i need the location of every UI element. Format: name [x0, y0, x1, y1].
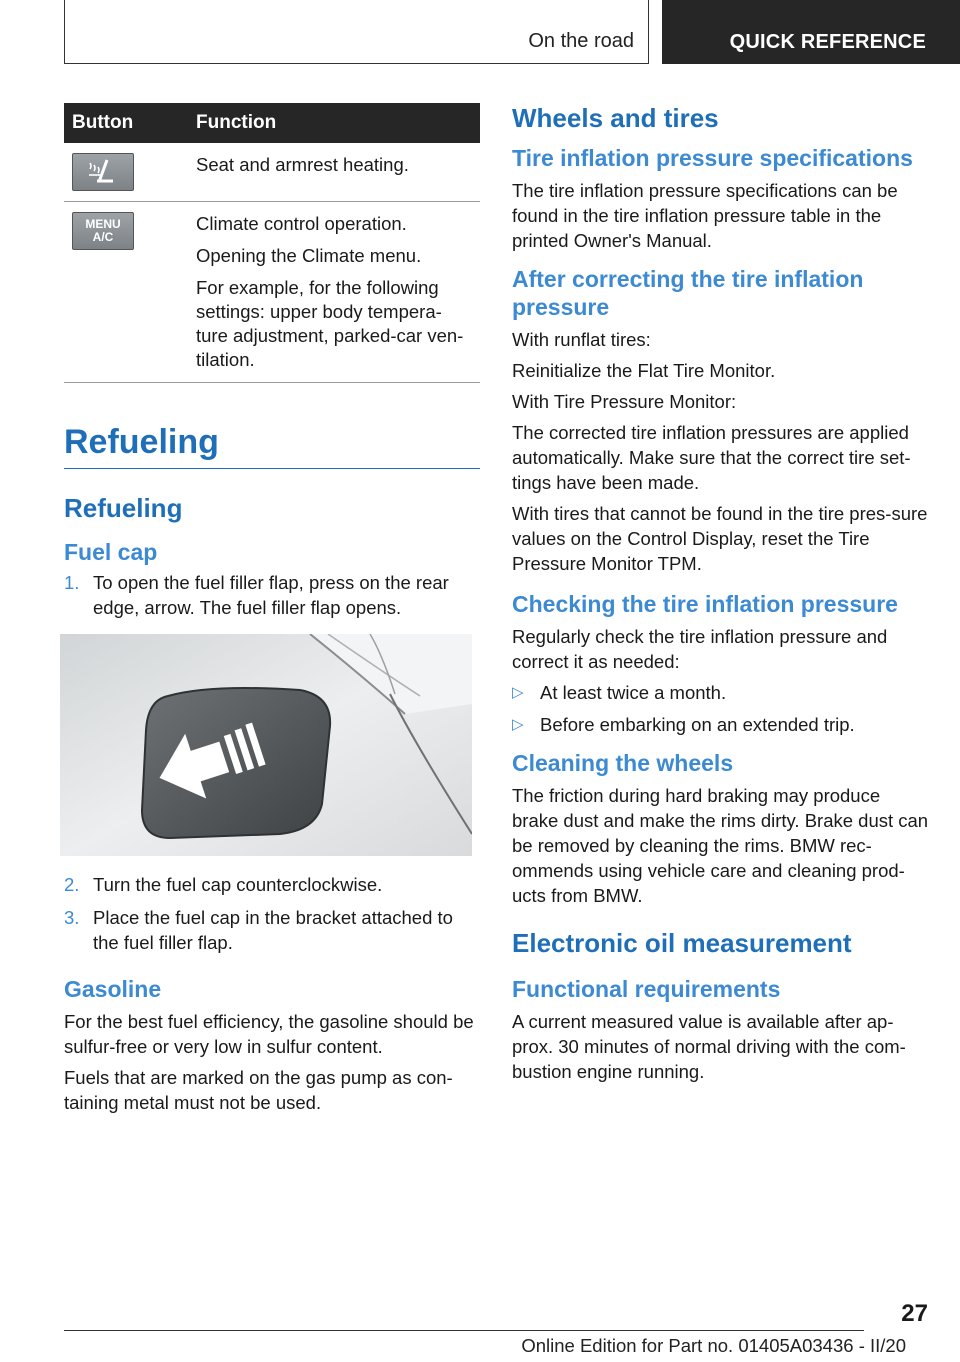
table-row [64, 143, 480, 202]
table-row [64, 202, 480, 383]
bullet-text: Before embarking on an extended trip. [540, 714, 855, 735]
subsection-title-fuel-cap: Fuel cap [64, 539, 158, 565]
list-item [512, 680, 930, 705]
table-header-row [64, 103, 480, 143]
chapter-title-refueling: Refueling [64, 423, 480, 469]
section-title-oil-measurement: Electronic oil measurement [512, 928, 852, 958]
step-text: Turn the fuel cap counterclockwise. [93, 874, 383, 895]
step-text: Place the fuel cap in the bracket attached to the fuel filler flap. [93, 907, 453, 953]
paragraph: The tire inflation pressure specifications can be found in the tire inflation pressure table in the printed Owner's Manual. [512, 180, 898, 251]
table-header-button: Button [64, 103, 188, 143]
subsection-title-functional: Functional requirements [512, 976, 781, 1002]
bullet-marker: ▷ [512, 684, 524, 701]
left-column [64, 103, 480, 1115]
checking-bullets [512, 680, 930, 737]
fuel-cap-steps [64, 570, 480, 620]
page-number: 27 [901, 1300, 928, 1327]
paragraph: Regularly check the tire inflation pressure and correct it as needed: [512, 626, 888, 672]
menu-ac-icon-label-top: MENU [85, 217, 121, 231]
table-cell-text: Opening the Climate menu. [196, 245, 422, 266]
subsection-title-after-correcting: After correcting the tire inflation pressure [512, 266, 864, 320]
section-title-wheels-tires: Wheels and tires [512, 103, 719, 133]
paragraph: The corrected tire inflation pressures are applied automatically. Make sure that the correct tire set-tings have been made. [512, 422, 911, 493]
bullet-text: At least twice a month. [540, 682, 727, 703]
paragraph: Fuels that are marked on the gas pump as con-taining metal must not be used. [64, 1067, 453, 1113]
table-cell-text: Seat and armrest heating. [196, 154, 409, 175]
list-item [64, 905, 480, 955]
paragraph: For the best fuel efficiency, the gasoline should be sulfur-free or very low in sulfur content. [64, 1011, 474, 1057]
right-column [512, 103, 930, 1084]
header-section-title: On the road [528, 30, 634, 52]
paragraph: Reinitialize the Flat Tire Monitor. [512, 360, 776, 381]
seat-heating-icon [72, 153, 134, 191]
header-chapter-title: QUICK REFERENCE [729, 31, 926, 53]
list-item [64, 570, 480, 620]
paragraph: With tires that cannot be found in the tire pres-sure values on the Control Display, reset the Tire Pressure Monitor TPM. [512, 503, 928, 574]
fuel-cap-steps-continued [64, 872, 480, 955]
paragraph: A current measured value is available after ap-prox. 30 minutes of normal driving with the com-bustion engine running. [512, 1011, 906, 1082]
menu-ac-icon-label-bottom: A/C [92, 230, 114, 244]
step-number: 1. [64, 572, 80, 593]
subsection-title-cleaning: Cleaning the wheels [512, 750, 734, 776]
header-section-box [64, 0, 649, 64]
fuel-filler-flap-image [60, 634, 472, 856]
header-chapter-box [662, 0, 960, 64]
table-cell-text: For example, for the following settings: upper body tempera-ture adjustment, parked-car ven-tilation. [196, 277, 464, 370]
list-item [64, 872, 480, 897]
menu-ac-icon [72, 212, 134, 250]
bullet-marker: ▷ [512, 716, 524, 733]
step-number: 2. [64, 874, 80, 895]
footer-divider [64, 1330, 864, 1331]
step-text: To open the fuel filler flap, press on the rear edge, arrow. The fuel filler flap opens. [93, 572, 449, 618]
section-title-refueling: Refueling [64, 493, 183, 523]
subsection-title-gasoline: Gasoline [64, 976, 162, 1002]
button-function-table [64, 103, 480, 383]
paragraph: With runflat tires: [512, 329, 651, 350]
footer-edition: Online Edition for Part no. 01405A03436 - II/20 [521, 1335, 906, 1356]
subsection-title-checking: Checking the tire inflation pressure [512, 591, 898, 617]
table-cell-text: Climate control operation. [196, 213, 407, 234]
list-item [512, 712, 930, 737]
paragraph: With Tire Pressure Monitor: [512, 391, 737, 412]
table-header-function: Function [188, 103, 480, 143]
step-number: 3. [64, 907, 80, 928]
paragraph: The friction during hard braking may produce brake dust and make the rims dirty. Brake dust can be removed by cleaning the rims. BMW rec-ommends using vehicle care and cleaning prod-ucts from BMW. [512, 785, 929, 906]
subsection-title-tire-spec: Tire inflation pressure specifications [512, 145, 913, 171]
